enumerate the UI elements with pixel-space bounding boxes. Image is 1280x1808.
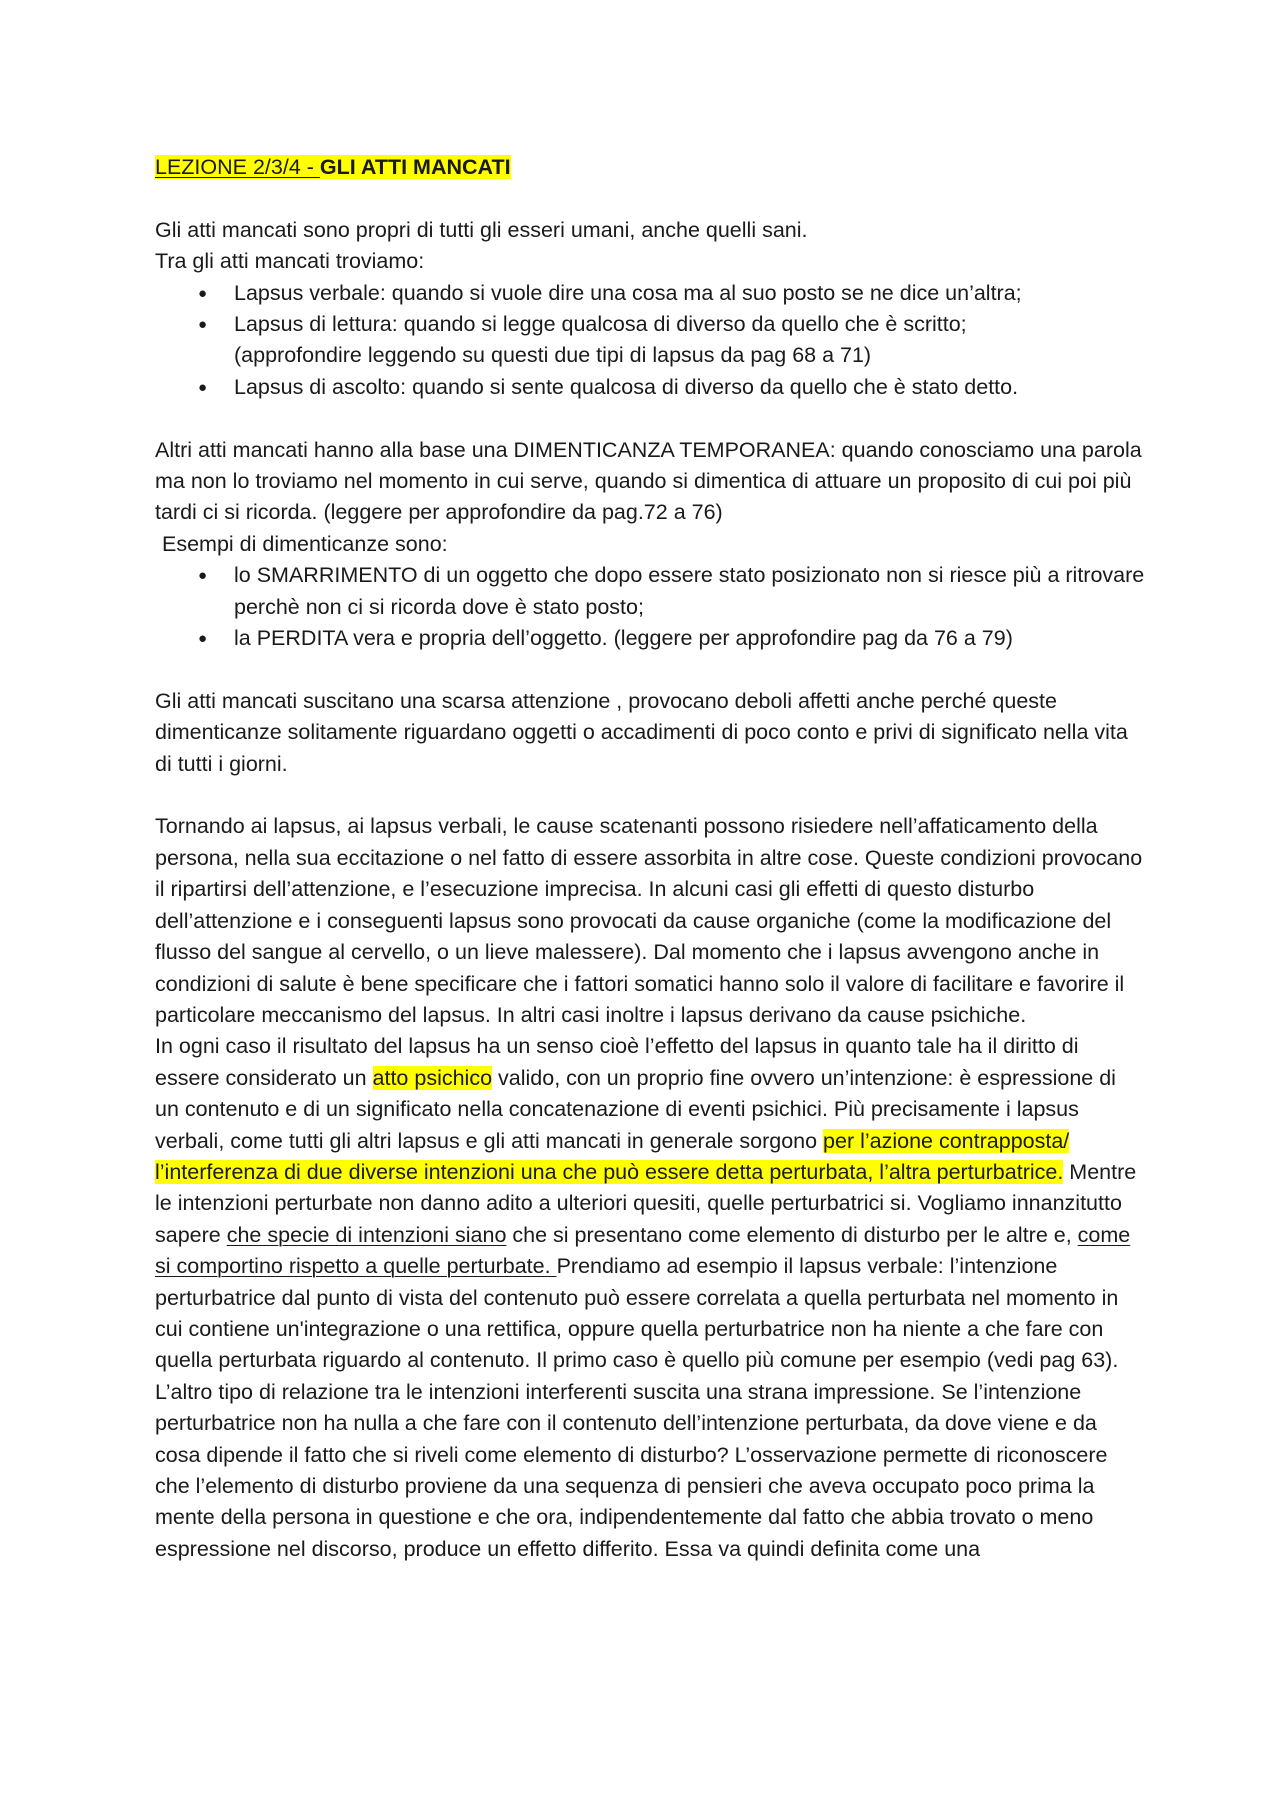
final-text-part-3: Mentre le intenzioni perturbate non danno adito a ulteriori quesiti, quelle perturbatrici si. Vogliamo innanzitutto sapere (155, 1159, 1137, 1247)
list-item (155, 309, 1145, 372)
intro-line-1: Gli atti mancati sono propri di tutti gli esseri umani, anche quelli sani. (155, 217, 808, 242)
highlight-interferenza: per l’azione contrapposta/ l’interferenza di due diverse intenzioni una che può essere detta perturbata, l’altra perturbatrice. (155, 1128, 1070, 1184)
list-item (155, 278, 1145, 309)
list-item-text: la PERDITA vera e propria dell’oggetto. (leggere per approfondire pag da 76 a 79) (234, 626, 1013, 651)
paragraph-spacer (155, 654, 1145, 685)
dimenticanza-paragraph: Altri atti mancati hanno alla base una DIMENTICANZA TEMPORANEA: quando conosciamo una parola ma non lo troviamo nel momento in cui serve, quando si dimentica di attuare un proposito di cui poi più tardi ci si ricorda. (leggere per approfondire da pag.72 a 76) (155, 437, 1142, 525)
cause-paragraph: Tornando ai lapsus, ai lapsus verbali, le cause scatenanti possono risiedere nell’affaticamento della persona, nella sua eccitazione o nel fatto di essere assorbita in altre cose. Queste condizioni provocano il ripartirsi dell’attenzione, e l’esecuzione imprecisa. In alcuni casi gli effetti di questo disturbo dell’attenzione e i conseguenti lapsus sono provocati da cause organiche (come la modificazione del flusso del sangue al cervello, o un lieve malessere). Dal momento che i lapsus avvengono anche in condizioni di salute è bene specificare che i fattori somatici hanno solo il valore di facilitare e favorire il particolare meccanismo del lapsus. In altri casi inoltre i lapsus derivano da cause psichiche. (155, 814, 1143, 1027)
paragraph-spacer (155, 403, 1145, 434)
lapsus-list (155, 278, 1145, 404)
list-item-text: Lapsus di lettura: quando si legge qualcosa di diverso da quello che è scritto; (234, 312, 967, 337)
underline-specie-intenzioni: che specie di intenzioni siano (226, 1222, 507, 1247)
title-highlight (155, 155, 511, 179)
dimenticanza-examples-list (155, 560, 1145, 654)
list-item-text: Lapsus di ascolto: quando si sente qualcosa di diverso da quello che è stato detto. (234, 374, 1019, 399)
final-text-part-5: Prendiamo ad esempio il lapsus verbale: l’intenzione perturbatrice dal punto di vista del contenuto può essere correlata a quella perturbata nel momento in cui contiene un'integrazione o una rettifica, oppure quella perturbatrice non ha niente a che fare con quella perturbata riguardo al contenuto. Il primo caso è quello più comune per esempio (vedi pag 63). L’altro tipo di relazione tra le intenzioni interferenti suscita una strana impressione. Se l’intenzione perturbatrice non ha nulla a che fare con il contenuto dell’intenzione perturbata, da dove viene e da cosa dipende il fatto che si riveli come elemento di disturbo? L’osservazione permette di riconoscere che l’elemento di disturbo proviene da una sequenza di pensieri che aveva occupato poco prima la mente della persona in questione e che ora, indipendentemente dal fatto che abbia trovato o meno espressione nel discorso, produce un effetto differito. Essa va quindi definita come una (155, 1254, 1119, 1561)
title-main: GLI ATTI MANCATI (319, 155, 511, 179)
highlight-atto-psichico: atto psichico (372, 1065, 493, 1090)
paragraph-spacer (155, 780, 1145, 811)
list-item-text: Lapsus verbale: quando si vuole dire una cosa ma al suo posto se ne dice un’altra; (234, 280, 1022, 305)
bullet-dot-icon: ● (198, 630, 208, 648)
bullet-dot-icon: ● (198, 316, 208, 334)
final-text-part-1: In ogni caso il risultato del lapsus ha un senso cioè l’effetto del lapsus in quanto tale ha il diritto di essere considerato un (155, 1034, 1079, 1090)
page-title (155, 152, 1145, 183)
final-paragraph (155, 1031, 1145, 1565)
title-prefix: LEZIONE 2/3/4 - (155, 155, 320, 179)
intro-line-2: Tra gli atti mancati troviamo: (155, 249, 425, 274)
examples-intro: Esempi di dimenticanze sono: (162, 531, 448, 556)
list-item (155, 372, 1145, 403)
bullet-dot-icon: ● (198, 284, 208, 302)
list-item (155, 623, 1145, 654)
list-item (155, 560, 1145, 623)
document-page (155, 152, 1145, 1565)
final-text-part-4: che si presentano come elemento di disturbo per le altre e, (506, 1222, 1078, 1247)
bullet-dot-icon: ● (198, 378, 208, 396)
list-item-text: lo SMARRIMENTO di un oggetto che dopo essere stato posizionato non si riesce più a ritrovare perchè non ci si ricorda dove è stato posto; (234, 563, 1145, 619)
attenzione-paragraph: Gli atti mancati suscitano una scarsa attenzione , provocano deboli affetti anche perché queste dimenticanze solitamente riguardano oggetti o accadimenti di poco conto e privi di significato nella vita di tutti i giorni. (155, 688, 1128, 776)
underline-come-si-comportino: come si comportino rispetto a quelle perturbate. (155, 1222, 1131, 1279)
list-item-note: (approfondire leggendo su questi due tipi di lapsus da pag 68 a 71) (234, 343, 872, 368)
final-text-part-2: valido, con un proprio fine ovvero un’intenzione: è espressione di un contenuto e di un significato nella concatenazione di eventi psichici. Più precisamente i lapsus verbali, come tutti gli altri lapsus e gli atti mancati in generale sorgono (155, 1065, 1116, 1153)
bullet-dot-icon: ● (198, 567, 208, 585)
